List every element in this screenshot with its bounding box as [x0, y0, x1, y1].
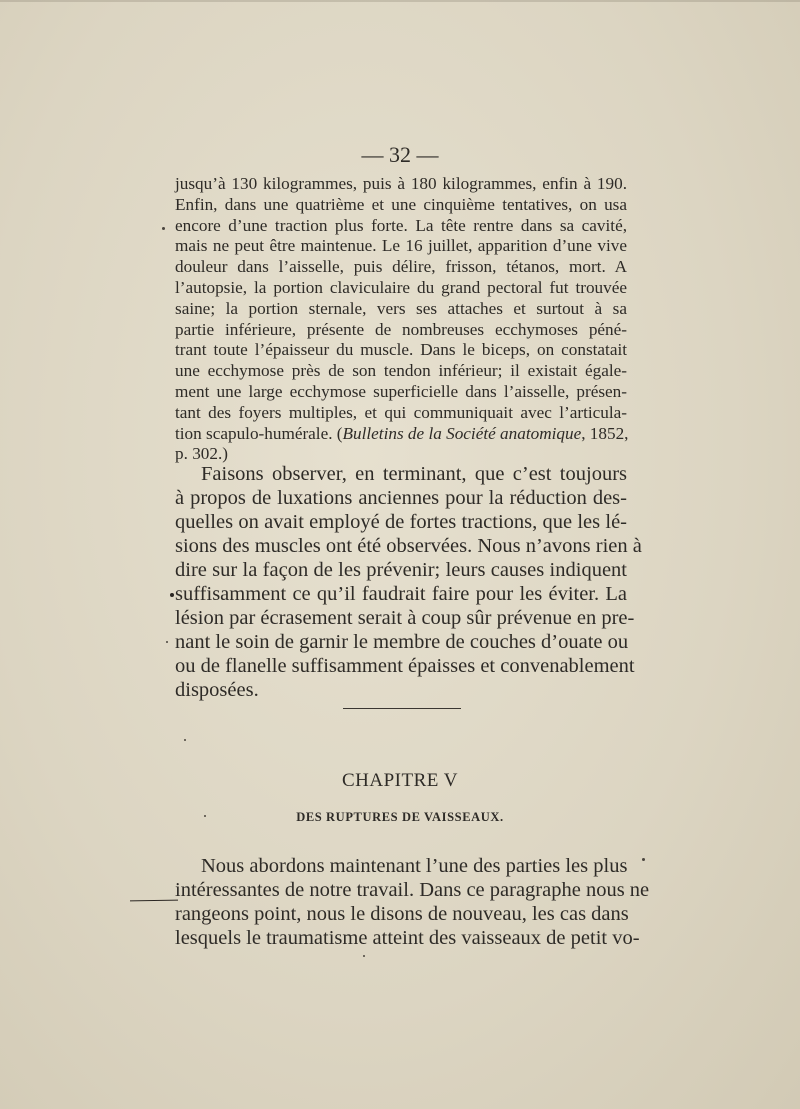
quoted-case-text: [175, 174, 627, 465]
section-divider: [343, 708, 461, 709]
quote-line: ment une large ecchymose superficielle dans l’aisselle, présen-: [175, 381, 627, 401]
quote-line: partie inférieure, présente de nombreuses ecchymoses péné-: [175, 319, 627, 339]
quote-line: Enfin, dans une quatrième et une cinquième tentatives, on usa: [175, 194, 627, 214]
citation-prefix: tion scapulo-humérale. (: [175, 423, 343, 443]
chapter-title: CHAPITRE V: [341, 770, 459, 791]
quote-line: l’autopsie, la portion claviculaire du grand pectoral fut trouvée: [175, 277, 627, 297]
paragraph-line: Nous abordons maintenant l’une des parties les plus: [201, 855, 628, 877]
quote-line: trant toute l’épaisseur du muscle. Dans le biceps, on constatait: [175, 340, 627, 360]
quote-line: saine; la portion sternale, vers ses attaches et surtout à sa: [175, 298, 627, 318]
margin-ink-dot: [170, 593, 174, 597]
section-title: DES RUPTURES DE VAISSEAUX.: [296, 810, 504, 824]
paragraph-line: sions des muscles ont été observées. Nous n’avons rien à: [175, 535, 642, 557]
quote-line: douleur dans l’aisselle, puis délire, frisson, tétanos, mort. A: [175, 257, 627, 277]
paragraph-line: rangeons point, nous le disons de nouveau, les cas dans: [175, 903, 629, 925]
quote-line: encore d’une traction plus forte. La tête rentre dans sa cavité,: [175, 215, 627, 235]
citation-page: p. 302.): [175, 444, 228, 464]
paragraph-line: à propos de luxations anciennes pour la réduction des-: [175, 487, 627, 509]
quote-citation-line: [175, 424, 627, 445]
page-edge-shadow: [0, 0, 800, 2]
page-number: — 32 —: [361, 142, 439, 167]
paper-speck: [642, 858, 645, 861]
quote-line: jusqu’à 130 kilogrammes, puis à 180 kilogrammes, enfin à 190.: [175, 174, 627, 193]
quote-line: mais ne peut être maintenue. Le 16 juillet, apparition d’une vive: [175, 236, 627, 256]
paragraph-line: ou de flanelle suffisamment épaisses et convenablement: [175, 655, 635, 677]
paragraph-line: suffisamment ce qu’il faudrait faire pour les éviter. La: [175, 583, 627, 605]
paper-speck: [204, 815, 206, 817]
chapter-opening-paragraph: [175, 854, 650, 950]
paragraph-line: lesquels le traumatisme atteint des vaisseaux de petit vo-: [175, 927, 640, 949]
paragraph-line: intéressantes de notre travail. Dans ce paragraphe nous ne: [175, 879, 650, 901]
margin-pen-mark: [130, 900, 178, 902]
citation-suffix: , 1852,: [581, 423, 629, 443]
paragraph-line: nant le soin de garnir le membre de couches d’ouate ou: [175, 631, 629, 653]
paragraph-line: lésion par écrasement serait à coup sûr prévenue en pre-: [175, 607, 635, 629]
paragraph-line: dire sur la façon de les prévenir; leurs causes indiquent: [175, 559, 627, 581]
paragraph-line: quelles on avait employé de fortes tractions, que les lé-: [175, 511, 627, 533]
concluding-paragraph: [175, 462, 642, 702]
paper-speck: [363, 955, 365, 957]
paper-speck: [162, 227, 165, 230]
paper-speck: [166, 641, 168, 643]
paragraph-line: Faisons observer, en terminant, que c’est toujours: [201, 463, 627, 485]
paper-speck: [184, 739, 186, 741]
citation-journal-title: Bulletins de la Société anatomique: [342, 423, 582, 443]
paragraph-line: disposées.: [175, 679, 259, 701]
quote-line: tant des foyers multiples, et qui communiquait avec l’articula-: [175, 402, 627, 422]
quote-line: une ecchymose près de son tendon inférieur; il existait égale-: [175, 361, 627, 381]
